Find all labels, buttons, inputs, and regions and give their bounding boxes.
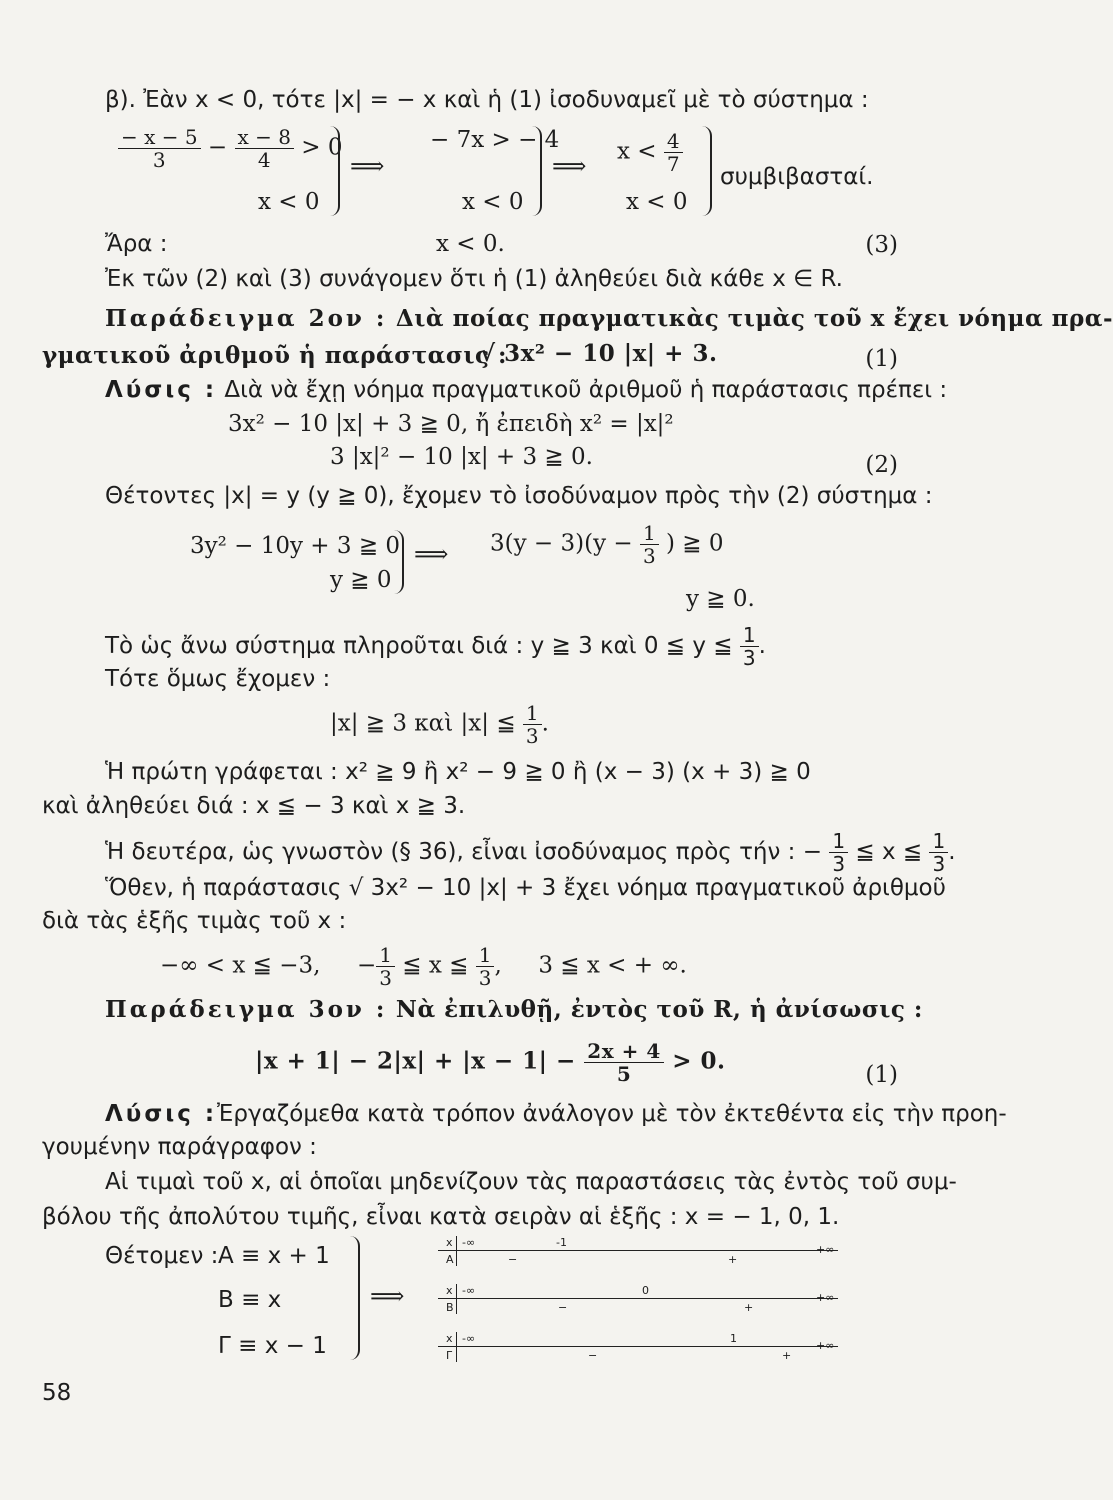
abs-conditions: |x| ≧ 3 καὶ |x| ≦ $\frac{1}{3}$ . — [330, 701, 549, 748]
system-left-ineq: $\frac{- x - 5}{3}$ − $\frac{x - 8}{4}$ > 0 — [118, 126, 343, 171]
fraction: $\frac{1}{3}$ — [476, 944, 495, 989]
solution-3-line2: γουμένην παράγραφον : — [42, 1134, 317, 1160]
expr-label: Γ — [446, 1349, 453, 1362]
conclusion-line: Ἐκ τῶν (2) καὶ (3) συνάγομεν ὅτι ἡ (1) ἀληθεύει διὰ κάθε x ∈ R. — [105, 266, 843, 292]
axis-divider — [456, 1284, 457, 1314]
hence-line: Ὅθεν, ἡ παράστασις √ 3x² − 10 |x| + 3 ἔχει νόημα πραγματικοῦ ἀριθμοῦ — [105, 875, 946, 901]
pos-sign: + — [728, 1253, 738, 1266]
axis-line — [438, 1298, 838, 1299]
fraction: $\frac{1}{3}$ — [523, 702, 542, 747]
system-right-ineq: x < $\frac{4}{7}$ — [617, 130, 683, 175]
example-2-line2: γματικοῦ ἀριθμοῦ ἡ παράστασις : — [42, 342, 507, 369]
solution-3-line4: βόλου τῆς ἀπολύτου τιμῆς, εἶναι κατὰ σειρὰν αἱ ἑξῆς : x = − 1, 0, 1. — [42, 1204, 840, 1230]
root-value: 1 — [730, 1332, 737, 1345]
pos-sign: + — [744, 1301, 754, 1314]
row-label: x — [446, 1332, 453, 1345]
substitution-line: Θέτοντες |x| = y (y ≧ 0), ἔχομεν τὸ ἰσοδύναμον πρὸς τὴν (2) σύστημα : — [105, 483, 933, 509]
implies-arrow: ⟹ — [350, 152, 385, 180]
fraction: $\frac{- x - 5}{3}$ — [118, 126, 201, 171]
condition-abs-line: 3 |x|² − 10 |x| + 3 ≧ 0. — [330, 444, 593, 470]
row-label: x — [446, 1236, 453, 1249]
fraction: $\frac{1}{3}$ — [376, 944, 395, 989]
example-2-heading: Παράδειγμα 2ον : Διὰ ποίας πραγματικὰς τιμὰς τοῦ x ἔχει νόημα πρα- — [105, 305, 1113, 332]
set-c: Γ ≡ x − 1 — [218, 1333, 327, 1359]
neg-sign: − — [508, 1253, 518, 1266]
left-infinity: -∞ — [462, 1236, 476, 1249]
implies-arrow: ⟹ — [552, 152, 587, 180]
brace — [392, 530, 404, 594]
y-system-ineq: 3y² − 10y + 3 ≧ 0 — [190, 533, 401, 559]
pos-sign: + — [782, 1349, 792, 1362]
equation-number: (3) — [865, 232, 898, 258]
fraction: $\frac{x - 8}{4}$ — [235, 126, 294, 171]
system-mid-cond: x < 0 — [462, 189, 524, 215]
set-a: A ≡ x + 1 — [218, 1243, 330, 1269]
left-infinity: -∞ — [462, 1284, 476, 1297]
fraction: $\frac{4}{7}$ — [664, 130, 683, 175]
brace — [530, 126, 542, 216]
set-b: B ≡ x — [218, 1287, 282, 1313]
y-system-cond: y ≧ 0 — [330, 567, 392, 593]
therefore-label: Ἄρα : — [105, 231, 168, 257]
first-ineq-line: Ἡ πρώτη γράφεται : x² ≧ 9 ἢ x² − 9 ≧ 0 ἢ (x − 3) (x + 3) ≧ 0 — [105, 759, 811, 785]
expr-label: A — [446, 1253, 454, 1266]
axis-line — [438, 1346, 838, 1347]
equation-number: (2) — [865, 452, 898, 478]
brace — [328, 126, 340, 216]
therefore-value: x < 0. — [436, 231, 505, 257]
brace — [348, 1236, 360, 1360]
system-right-cond: x < 0 — [626, 189, 688, 215]
neg-sign: − — [588, 1349, 598, 1362]
implies-arrow: ⟹ — [414, 540, 449, 568]
fraction: $\frac{1}{3}$ — [740, 624, 759, 669]
satisfied-line: Τὸ ὡς ἄνω σύστημα πληροῦται διά : y ≧ 3 καὶ 0 ≦ y ≦ $\frac{1}{3}$ . — [105, 623, 766, 670]
fraction: $\frac{1}{3}$ — [929, 830, 948, 875]
system-left-cond: x < 0 — [258, 189, 320, 215]
sign-diagram-c — [438, 1330, 838, 1366]
axis-line — [438, 1250, 838, 1251]
example-3-heading: Παράδειγμα 3ον : Νὰ ἐπιλυθῇ, ἐντὸς τοῦ R, ἡ ἀνίσωσις : — [105, 996, 923, 1023]
second-ineq-line: Ἡ δευτέρα, ὡς γνωστὸν (§ 36), εἶναι ἰσοδύναμος πρὸς τήν : − $\frac{1}{3}$ ≦ x ≦ $\frac{1}{3}$ . — [105, 829, 956, 876]
axis-divider — [456, 1332, 457, 1362]
values-for-line: διὰ τὰς ἑξῆς τιμὰς τοῦ x : — [42, 908, 347, 934]
solution-ranges: −∞ < x ≦ −3, − $\frac{1}{3}$ ≦ x ≦ $\frac{1}{3}$ , 3 ≦ x < + ∞. — [160, 943, 687, 990]
root-value: -1 — [556, 1236, 567, 1249]
right-infinity: +∞ — [816, 1339, 835, 1352]
implies-arrow: ⟹ — [370, 1282, 405, 1310]
condition-line: 3x² − 10 |x| + 3 ≧ 0, ἤ ἐπειδὴ x² = |x|² — [228, 411, 674, 437]
axis-divider — [456, 1236, 457, 1266]
y-system-factored: 3(y − 3)(y − $\frac{1}{3}$ ) ≧ 0 — [490, 521, 724, 568]
row-label: x — [446, 1284, 453, 1297]
solution-3-line3: Αἱ τιμαὶ τοῦ x, αἱ ὁποῖαι μηδενίζουν τὰς παραστάσεις τὰς ἐντὸς τοῦ συμ- — [105, 1169, 957, 1195]
true-for-line: καὶ ἀληθεύει διά : x ≦ − 3 καὶ x ≧ 3. — [42, 793, 466, 819]
example-3-inequality: |x + 1| − 2|x| + |x − 1| − $\frac{2x + 4}{5}$ > 0. — [255, 1039, 726, 1086]
neg-sign: − — [558, 1301, 568, 1314]
right-infinity: +∞ — [816, 1291, 835, 1304]
sign-diagram-b — [438, 1282, 838, 1318]
compatible-text: συμβιβασταί. — [720, 164, 874, 190]
solution-3-line: Λύσις :Ἐργαζόμεθα κατὰ τρόπον ἀνάλογον μὲ τὸν ἐκτεθέντα εἰς τὴν προη- — [105, 1101, 1007, 1127]
root-value: 0 — [642, 1284, 649, 1297]
then-line: Τότε ὅμως ἔχομεν : — [105, 666, 331, 692]
example-2-expression: √ 3x² − 10 |x| + 3. — [480, 340, 718, 367]
fraction: $\frac{2x + 4}{5}$ — [584, 1040, 663, 1085]
fraction: $\frac{1}{3}$ — [640, 522, 659, 567]
solution-2-line: Λύσις : Διὰ νὰ ἔχῃ νόημα πραγματικοῦ ἀριθμοῦ ἡ παράστασις πρέπει : — [105, 377, 948, 403]
page-number: 58 — [42, 1380, 72, 1406]
case-beta-line: β). Ἐὰν x < 0, τότε |x| = − x καὶ ἡ (1) ἰσοδυναμεῖ μὲ τὸ σύστημα : — [105, 87, 869, 113]
brace — [700, 126, 712, 216]
expr-label: B — [446, 1301, 454, 1314]
sign-diagram-a — [438, 1234, 838, 1270]
left-infinity: -∞ — [462, 1332, 476, 1345]
equation-number: (1) — [865, 346, 898, 372]
right-infinity: +∞ — [816, 1243, 835, 1256]
system-mid-ineq: − 7x > − 4 — [430, 127, 560, 153]
fraction: $\frac{1}{3}$ — [829, 830, 848, 875]
equation-number: (1) — [865, 1062, 898, 1088]
set-label: Θέτομεν : — [105, 1243, 219, 1269]
y-system-right-cond: y ≧ 0. — [686, 586, 755, 612]
